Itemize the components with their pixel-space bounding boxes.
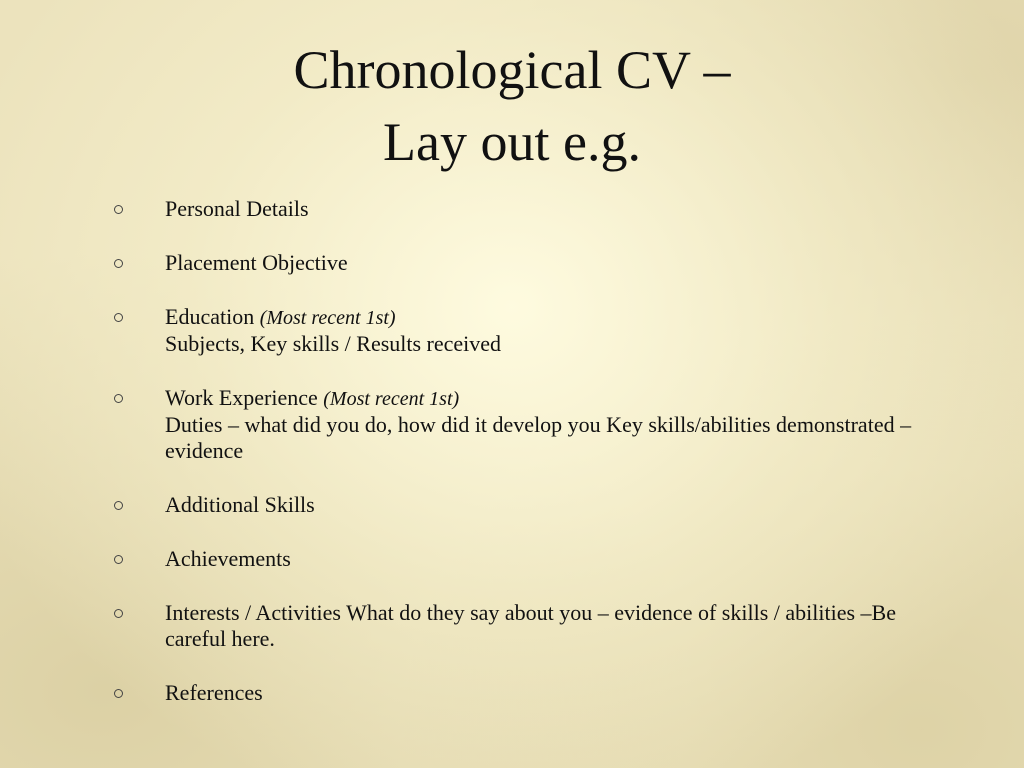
bullet-work-experience (112, 385, 912, 464)
bullet-list (112, 196, 912, 734)
bullet-personal-details (112, 196, 912, 222)
bullet-text: Achievements (165, 546, 291, 571)
circle-bullet-icon (114, 555, 123, 564)
bullet-placement-objective (112, 250, 912, 276)
bullet-text: Additional Skills (165, 492, 315, 517)
bullet-text: Interests / Activities What do they say about you – evidence of skills / abilities –Be careful here. (165, 600, 896, 651)
circle-bullet-icon (114, 501, 123, 510)
bullet-detail: Duties – what did you do, how did it develop you Key skills/abilities demonstrated – evidence (165, 412, 912, 463)
slide-title (0, 34, 1024, 178)
bullet-references (112, 680, 912, 706)
bullet-education (112, 304, 912, 357)
bullet-text: References (165, 680, 263, 705)
bullet-additional-skills (112, 492, 912, 518)
bullet-heading-line (165, 304, 912, 331)
bullet-text: Personal Details (165, 196, 309, 221)
bullet-note: (Most recent 1st) (323, 388, 460, 410)
circle-bullet-icon (114, 689, 123, 698)
bullet-interests-activities (112, 600, 912, 652)
circle-bullet-icon (114, 259, 123, 268)
title-line-1: Chronological CV – (293, 40, 731, 100)
circle-bullet-icon (114, 394, 123, 403)
circle-bullet-icon (114, 609, 123, 618)
title-line-2: Lay out e.g. (383, 112, 641, 172)
bullet-achievements (112, 546, 912, 572)
bullet-detail: Subjects, Key skills / Results received (165, 331, 502, 356)
circle-bullet-icon (114, 205, 123, 214)
bullet-heading-line (165, 385, 912, 412)
bullet-note: (Most recent 1st) (259, 307, 396, 329)
bullet-text: Work Experience (165, 385, 324, 410)
circle-bullet-icon (114, 313, 123, 322)
bullet-text: Education (165, 304, 260, 329)
bullet-text: Placement Objective (165, 250, 348, 275)
